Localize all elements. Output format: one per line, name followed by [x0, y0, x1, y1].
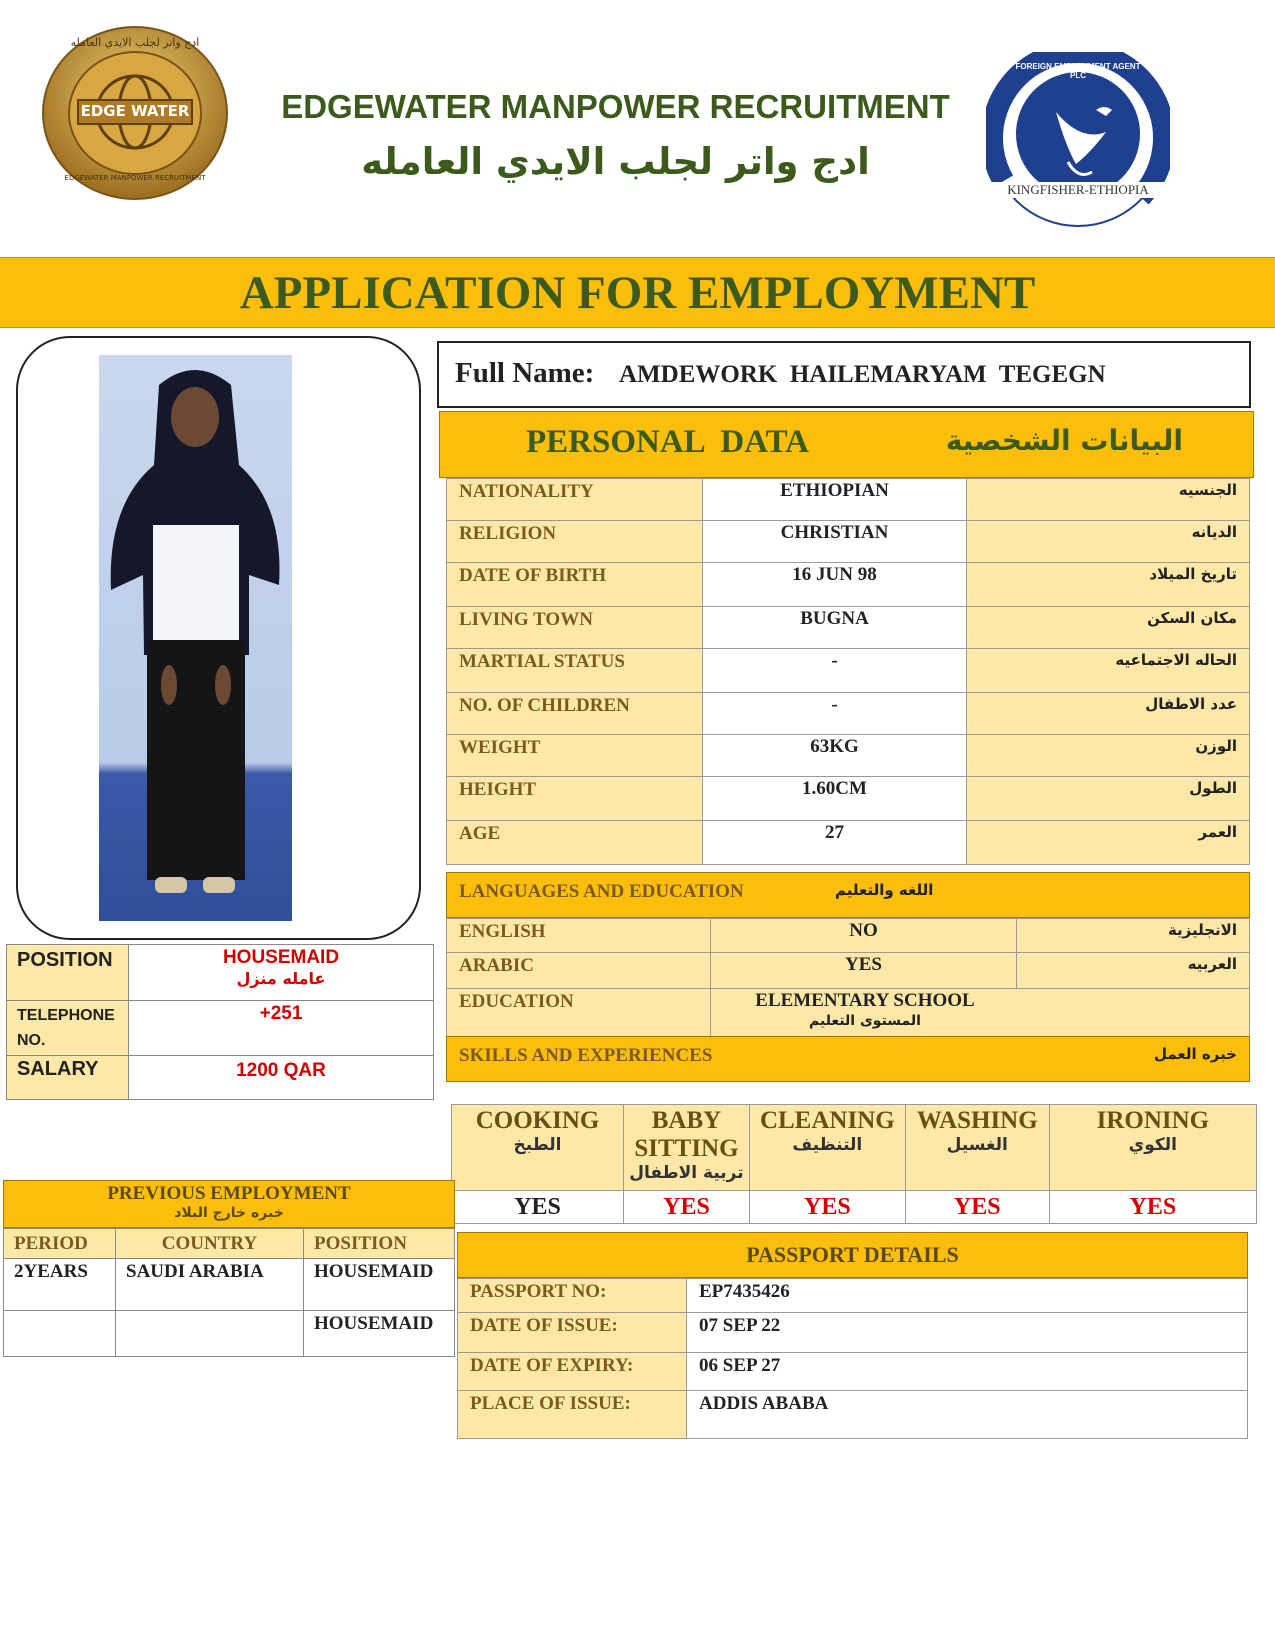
- table-row: [4, 1311, 455, 1357]
- field-label-arabic: الحاله الاجتماعيه: [1115, 651, 1237, 669]
- table-row: [458, 1313, 1248, 1353]
- field-value: 16 JUN 98: [792, 564, 877, 585]
- field-label-arabic: الطول: [1189, 779, 1237, 797]
- language-value: YES: [845, 954, 882, 975]
- field-value: BUGNA: [800, 608, 869, 629]
- passport-value: ADDIS ABABA: [699, 1393, 829, 1414]
- table-row: [447, 521, 1250, 563]
- skill-header: [452, 1105, 624, 1191]
- skill-header: [624, 1105, 750, 1191]
- skills-table: [451, 1104, 1257, 1224]
- position-value-arabic: عامله منزل: [236, 969, 326, 988]
- country-value: SAUDI ARABIA: [126, 1261, 264, 1282]
- salary-value: 1200 QAR: [236, 1060, 326, 1081]
- position-label: POSITION: [17, 949, 113, 971]
- position-value: HOUSEMAID: [314, 1261, 434, 1282]
- table-row: [447, 989, 1250, 1037]
- skill-label-arabic: الكوي: [1128, 1135, 1178, 1155]
- field-value: CHRISTIAN: [780, 522, 889, 543]
- table-row: [458, 1353, 1248, 1391]
- title-bar: [0, 257, 1275, 328]
- language-label-arabic: العربيه: [1187, 955, 1237, 973]
- skill-label-arabic: الغسيل: [946, 1135, 1008, 1155]
- page-title: APPLICATION FOR EMPLOYMENT: [239, 267, 1036, 319]
- full-name-box: [437, 341, 1251, 408]
- company-name-arabic: ادج واتر لجلب الايدي العامله: [361, 140, 870, 183]
- field-label-arabic: مكان السكن: [1147, 609, 1237, 627]
- field-label: WEIGHT: [459, 737, 541, 758]
- table-row: [447, 563, 1250, 607]
- personal-data-title-arabic: البيانات الشخصية: [945, 424, 1183, 457]
- passport-label: PLACE OF ISSUE:: [470, 1393, 631, 1414]
- languages-title-arabic: اللغه والتعليم: [835, 881, 934, 899]
- right-logo-ring-text: FOREIGN EMPLOYMENT AGENT PLC: [1015, 62, 1141, 80]
- passport-label: PASSPORT NO:: [470, 1281, 607, 1302]
- skill-value-text: YES: [514, 1193, 561, 1220]
- passport-title: PASSPORT DETAILS: [746, 1242, 959, 1267]
- header-period: PERIOD: [14, 1232, 88, 1254]
- telephone-value: +251: [259, 1003, 303, 1024]
- skill-value-text: YES: [663, 1193, 710, 1220]
- table-row: [447, 919, 1250, 953]
- field-label: NATIONALITY: [459, 481, 594, 502]
- field-label-arabic: الوزن: [1195, 737, 1237, 755]
- salary-label: SALARY: [17, 1058, 99, 1080]
- table-row: [447, 649, 1250, 693]
- skills-title: SKILLS AND EXPERIENCES: [459, 1045, 713, 1066]
- table-row: [447, 479, 1250, 521]
- table-row: [7, 1001, 434, 1056]
- header-country: COUNTRY: [161, 1232, 258, 1254]
- education-value: ELEMENTARY SCHOOL: [755, 990, 975, 1011]
- field-label: RELIGION: [459, 523, 557, 544]
- skill-value-text: YES: [803, 1193, 851, 1220]
- previous-employment-title-arabic: خبره خارج البلاد: [174, 1205, 284, 1221]
- field-value: -: [831, 694, 838, 715]
- field-value: 1.60CM: [802, 778, 867, 799]
- photo-frame: [16, 336, 421, 940]
- field-label: MARTIAL STATUS: [459, 651, 625, 672]
- table-row: [7, 1056, 434, 1100]
- field-label: HEIGHT: [459, 779, 537, 800]
- company-name-english: EDGEWATER MANPOWER RECRUITMENT: [281, 88, 950, 125]
- skill-label: CLEANING: [759, 1107, 895, 1134]
- field-value: ETHIOPIAN: [780, 480, 889, 501]
- applicant-figure-icon: [99, 355, 292, 921]
- skill-label-arabic: تربية الاطفال: [629, 1163, 744, 1183]
- position-value: HOUSEMAID: [222, 947, 340, 968]
- skill-value-text: YES: [953, 1193, 1001, 1220]
- logo-name: EDGE WATER: [80, 102, 190, 120]
- skill-value: [749, 1191, 905, 1224]
- previous-employment-table: [3, 1228, 455, 1357]
- skill-value: [452, 1191, 624, 1224]
- language-label-arabic: الانجليزية: [1167, 921, 1237, 939]
- skill-header: [1049, 1105, 1256, 1191]
- skill-header: [905, 1105, 1049, 1191]
- passport-value: 06 SEP 27: [699, 1355, 781, 1376]
- languages-table: [446, 918, 1250, 1037]
- previous-employment-header: [3, 1180, 455, 1228]
- skill-value: [1049, 1191, 1256, 1224]
- field-label: AGE: [459, 823, 501, 844]
- skills-title-arabic: خبره العمل: [1153, 1045, 1237, 1063]
- personal-data-table: [446, 478, 1250, 865]
- languages-header: [446, 872, 1250, 918]
- right-logo: [986, 52, 1170, 230]
- position-value: HOUSEMAID: [314, 1313, 434, 1334]
- right-logo-bottom-text: KINGFISHER-ETHIOPIA: [988, 182, 1168, 198]
- languages-title: LANGUAGES AND EDUCATION: [459, 881, 744, 902]
- table-row: [447, 953, 1250, 989]
- table-row: [4, 1229, 455, 1259]
- table-row: [447, 607, 1250, 649]
- skill-label: WASHING: [916, 1107, 1038, 1134]
- field-value: 63KG: [810, 736, 859, 757]
- field-value: -: [831, 650, 838, 671]
- skill-label-arabic: الطبخ: [513, 1135, 562, 1155]
- table-row: [7, 945, 434, 1001]
- education-label: EDUCATION: [459, 991, 574, 1012]
- full-name-label: Full Name:: [455, 357, 595, 389]
- previous-employment-title: PREVIOUS EMPLOYMENT: [107, 1183, 351, 1204]
- field-value: 27: [825, 822, 844, 843]
- passport-value: EP7435426: [699, 1281, 790, 1302]
- skill-value: [905, 1191, 1049, 1224]
- table-row: [458, 1391, 1248, 1439]
- table-row: [447, 735, 1250, 777]
- language-label: ENGLISH: [459, 921, 546, 942]
- field-label-arabic: عدد الاطفال: [1145, 695, 1237, 713]
- telephone-label: TELEPHONE NO.: [17, 1007, 115, 1049]
- applicant-photo: [99, 355, 292, 921]
- personal-data-title: PERSONAL DATA: [526, 424, 809, 460]
- language-value: NO: [849, 920, 878, 941]
- field-label-arabic: تاريخ الميلاد: [1149, 565, 1237, 583]
- skill-label-arabic: التنظيف: [792, 1135, 863, 1155]
- passport-label: DATE OF ISSUE:: [470, 1315, 618, 1336]
- period-value: 2YEARS: [14, 1261, 88, 1282]
- language-label: ARABIC: [459, 955, 534, 976]
- passport-value: 07 SEP 22: [699, 1315, 781, 1336]
- field-label-arabic: الديانه: [1191, 523, 1237, 541]
- passport-table: [457, 1278, 1248, 1439]
- logo-ring-arabic: ادج واتر لجلب الايدي العامله: [70, 36, 200, 49]
- table-row: [447, 777, 1250, 821]
- table-row: [458, 1279, 1248, 1313]
- skill-header: [749, 1105, 905, 1191]
- skills-header: [446, 1036, 1250, 1082]
- skill-label: COOKING: [475, 1107, 600, 1134]
- skill-value: [624, 1191, 750, 1224]
- full-name-value: AMDEWORK HAILEMARYAM TEGEGN: [619, 361, 1106, 388]
- education-label-arabic: المستوى التعليم: [809, 1013, 921, 1029]
- field-label: LIVING TOWN: [459, 609, 593, 630]
- skill-label: IRONING: [1096, 1107, 1210, 1134]
- skill-label: BABY SITTING: [634, 1107, 739, 1162]
- skill-value-text: YES: [1129, 1193, 1177, 1220]
- field-label-arabic: العمر: [1198, 823, 1237, 841]
- passport-header: [457, 1232, 1248, 1278]
- job-table: [6, 944, 434, 1100]
- table-row: [447, 821, 1250, 865]
- personal-data-header: [439, 411, 1254, 478]
- field-label: NO. OF CHILDREN: [459, 695, 630, 716]
- passport-label: DATE OF EXPIRY:: [470, 1355, 634, 1376]
- left-logo: [42, 26, 228, 200]
- header-position: POSITION: [314, 1232, 407, 1254]
- field-label: DATE OF BIRTH: [459, 565, 607, 586]
- table-row: [447, 693, 1250, 735]
- logo-ring-english: EDGEWATER MANPOWER RECRUITMENT: [64, 174, 206, 182]
- field-label-arabic: الجنسيه: [1178, 481, 1237, 499]
- table-row: [4, 1259, 455, 1311]
